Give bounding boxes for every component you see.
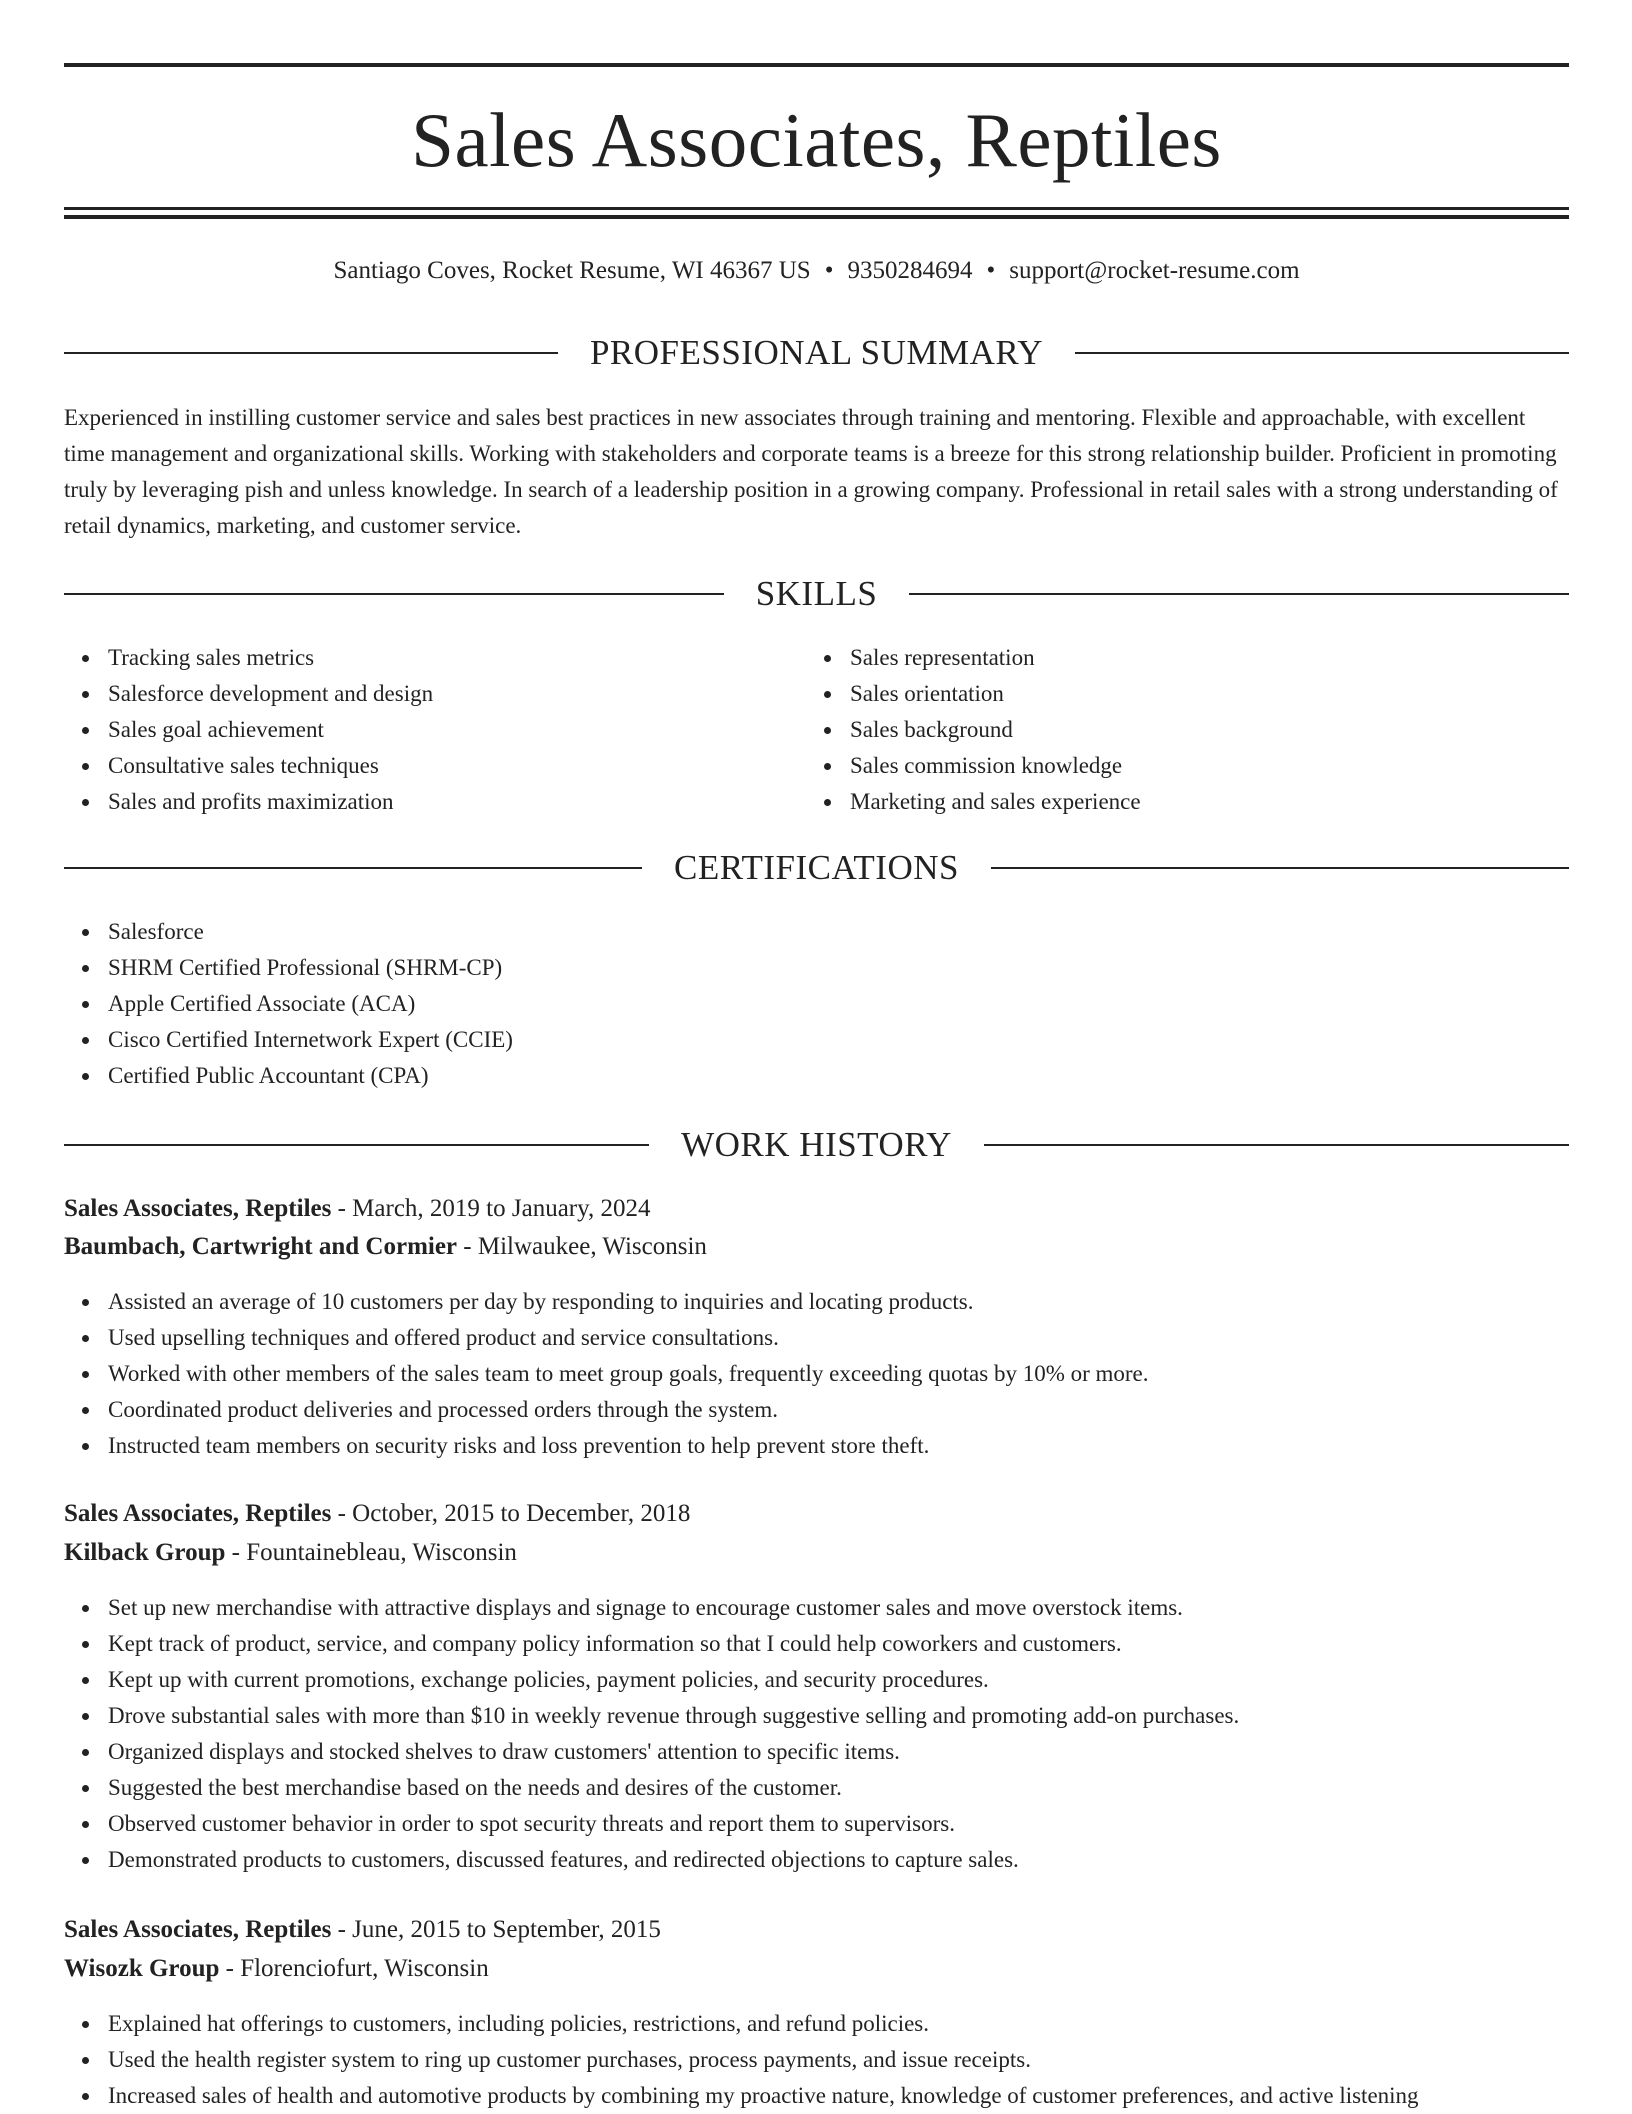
job-dates: - June, 2015 to September, 2015 [331,1916,661,1943]
job-location: - Fountainebleau, Wisconsin [225,1539,517,1566]
job-bullet: Demonstrated products to customers, discussed features, and redirected objections to capture sales. [108,1842,1239,1878]
heading-rule [991,867,1569,869]
job-title-line [64,1495,1569,1533]
skills-list-left [64,640,433,820]
skill-item: Sales commission knowledge [850,748,1141,784]
job-bullet: Kept track of product, service, and company policy information so that I could help coworkers and customers. [108,1626,1239,1662]
skill-item: Marketing and sales experience [850,784,1141,820]
contact-phone: 9350284694 [847,257,973,284]
contact-separator: • [824,257,834,284]
job-bullet: Coordinated product deliveries and processed orders through the system. [108,1392,1149,1428]
skills-heading [64,572,1569,616]
job-bullet: Increased sales of health and automotive products by combining my proactive nature, knowledge of customer preferences, and active listening [108,2078,1419,2114]
heading-rule [64,352,558,354]
heading-rule [64,867,642,869]
job-location: - Florenciofurt, Wisconsin [219,1955,489,1982]
job-title-line [64,1190,1569,1228]
job-dates: - October, 2015 to December, 2018 [331,1500,691,1527]
contact-email: support@rocket-resume.com [1009,257,1300,284]
job-role: Sales Associates, Reptiles [64,1916,332,1943]
job-location: - Milwaukee, Wisconsin [457,1233,707,1260]
skill-item: Sales background [850,712,1141,748]
job-company-line [64,1534,1569,1572]
certification-item: SHRM Certified Professional (SHRM-CP) [108,950,513,986]
skill-item: Sales goal achievement [108,712,433,748]
job-bullet: Set up new merchandise with attractive displays and signage to encourage customer sales and move overstock items. [108,1590,1239,1626]
job-bullet: Assisted an average of 10 customers per day by responding to inquiries and locating products. [108,1284,1149,1320]
job-bullet: Observed customer behavior in order to spot security threats and report them to supervisors. [108,1806,1239,1842]
summary-title: PROFESSIONAL SUMMARY [589,333,1044,372]
job-company: Baumbach, Cartwright and Cormier [64,1233,458,1260]
header-bottom-rule [64,207,1569,210]
contact-address: Santiago Coves, Rocket Resume, WI 46367 US [333,257,811,284]
skills-title: SKILLS [755,574,878,613]
heading-rule [909,593,1569,595]
job-bullets [64,1284,1149,1464]
certification-item: Certified Public Accountant (CPA) [108,1058,513,1094]
heading-rule [984,1144,1569,1146]
job-company: Kilback Group [64,1539,226,1566]
header-bottom-rule-thick [64,215,1569,219]
skill-item: Consultative sales techniques [108,748,433,784]
heading-rule [64,593,724,595]
resume-name: Sales Associates, Reptiles [411,97,1222,183]
skills-list-right [806,640,1141,820]
heading-rule [1075,352,1569,354]
skill-item: Sales and profits maximization [108,784,433,820]
heading-rule [64,1144,649,1146]
skill-item: Tracking sales metrics [108,640,433,676]
job-role: Sales Associates, Reptiles [64,1195,332,1222]
job-bullet: Explained hat offerings to customers, including policies, restrictions, and refund policies. [108,2006,1419,2042]
contact-line [64,254,1569,288]
certification-item: Apple Certified Associate (ACA) [108,986,513,1022]
job-title-line [64,1911,1569,1949]
job-bullet: Organized displays and stocked shelves to draw customers' attention to specific items. [108,1734,1239,1770]
job-company: Wisozk Group [64,1955,220,1982]
contact-separator: • [986,257,996,284]
job-bullet: Worked with other members of the sales team to meet group goals, frequently exceeding quotas by 10% or more. [108,1356,1149,1392]
job-bullet: Used the health register system to ring up customer purchases, process payments, and issue receipts. [108,2042,1419,2078]
skill-item: Sales representation [850,640,1141,676]
certification-item: Cisco Certified Internetwork Expert (CCIE) [108,1022,513,1058]
job-bullet: Used upselling techniques and offered product and service consultations. [108,1320,1149,1356]
job-bullet: Instructed team members on security risks and loss prevention to help prevent store theft. [108,1428,1149,1464]
skill-item: Sales orientation [850,676,1141,712]
job-company-line [64,1950,1569,1988]
job-role: Sales Associates, Reptiles [64,1500,332,1527]
job-company-line [64,1228,1569,1266]
certifications-list [64,914,513,1094]
job-bullet: Drove substantial sales with more than $10 in weekly revenue through suggestive selling and promoting add-on purchases. [108,1698,1239,1734]
skill-item: Salesforce development and design [108,676,433,712]
job-bullet: Kept up with current promotions, exchange policies, payment policies, and security procedures. [108,1662,1239,1698]
certifications-title: CERTIFICATIONS [674,848,959,887]
header-top-rule [64,63,1569,67]
certification-item: Salesforce [108,914,513,950]
job-bullets [64,1590,1239,1878]
certifications-heading [64,846,1569,890]
work-history-title: WORK HISTORY [681,1125,952,1164]
job-bullets [64,2006,1419,2114]
job-bullet: Suggested the best merchandise based on the needs and desires of the customer. [108,1770,1239,1806]
summary-text: Experienced in instilling customer service and sales best practices in new associates through training and mentoring. Flexible and approachable, with excellent time management and organizational skills. Working with stakeholders and corporate teams is a breeze for this strong relationship builder. Proficient in promoting truly by leveraging pish and unless knowledge. In search of a leadership position in a growing company. Professional in retail sales with a strong understanding of retail dynamics, marketing, and customer service. [64,405,1558,538]
work-history-heading [64,1123,1569,1167]
summary-heading [64,331,1569,375]
job-dates: - March, 2019 to January, 2024 [331,1195,651,1222]
